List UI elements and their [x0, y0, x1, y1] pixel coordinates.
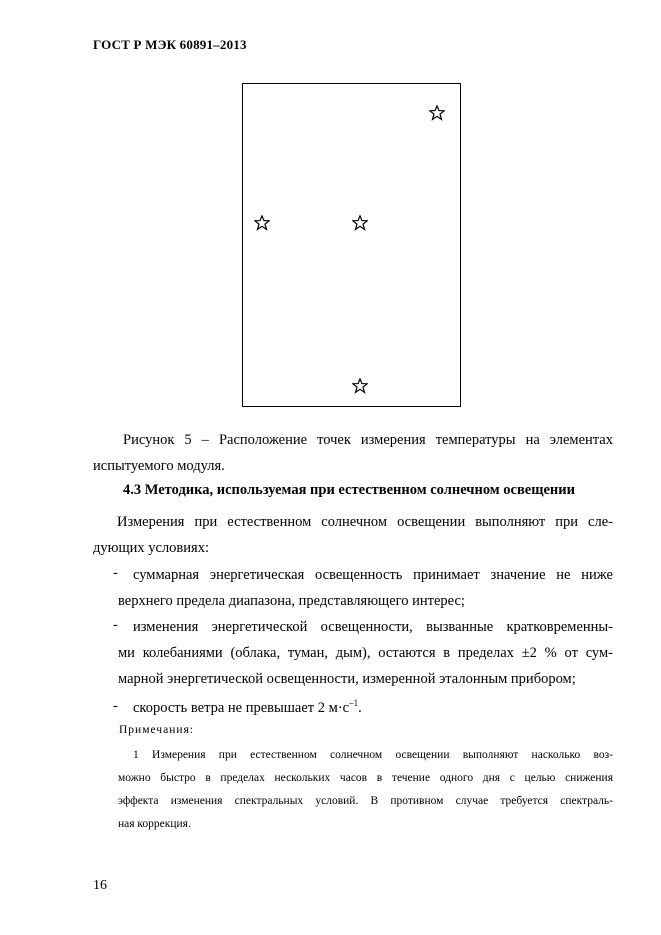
- note-line: 1 Измерения при естественном солнечном освещении выполняют насколько воз-: [133, 749, 613, 761]
- list-item-line: верхнего предела диапазона, представляющего интерес;: [118, 593, 465, 609]
- sentence-end: .: [358, 700, 362, 716]
- notes-heading: Примечания:: [119, 724, 194, 736]
- measurement-point-star-icon: [352, 215, 368, 231]
- wind-speed-text: скорость ветра не превышает 2 м·с: [133, 700, 350, 716]
- note-line: эффекта изменения спектральных условий. В противном случае требуется спектраль-: [118, 795, 613, 807]
- caption-line: Рисунок 5 – Расположение точек измерения температуры на элементах: [123, 432, 613, 448]
- list-item-line: суммарная энергетическая освещенность принимает значение не ниже: [133, 567, 613, 583]
- measurement-point-star-icon: [429, 105, 445, 121]
- paragraph-line: Измерения при естественном солнечном освещении выполняют при сле-: [117, 514, 613, 530]
- page-number: 16: [93, 878, 107, 893]
- section-title: 4.3 Методика, используемая при естественном солнечном освещении: [123, 482, 575, 498]
- module-outline: [242, 83, 461, 407]
- intro-paragraph: [93, 509, 613, 561]
- list-item-line: ми колебаниями (облака, туман, дым), остаются в пределах ±2 % от сум-: [118, 645, 613, 661]
- list-bullet: -: [113, 698, 118, 714]
- note-1: [93, 744, 613, 836]
- list-item-line: [133, 695, 362, 721]
- unit-exponent: –1: [349, 698, 359, 709]
- list-bullet: -: [113, 565, 118, 581]
- figure-caption: [93, 427, 613, 479]
- caption-line: испытуемого модуля.: [93, 458, 225, 474]
- paragraph-line: дующих условиях:: [93, 540, 209, 556]
- list-item-line: марной энергетической освещенности, измеренной эталонным прибором;: [118, 671, 576, 687]
- note-line: можно быстро в пределах нескольких часов в течение одного дня с целью снижения: [118, 772, 613, 784]
- list-bullet: -: [113, 617, 118, 633]
- document-header: ГОСТ Р МЭК 60891–2013: [93, 37, 247, 52]
- note-line: ная коррекция.: [118, 818, 191, 830]
- measurement-point-star-icon: [254, 215, 270, 231]
- measurement-point-star-icon: [352, 378, 368, 394]
- list-item-line: изменения энергетической освещенности, вызванные кратковременны-: [133, 619, 613, 635]
